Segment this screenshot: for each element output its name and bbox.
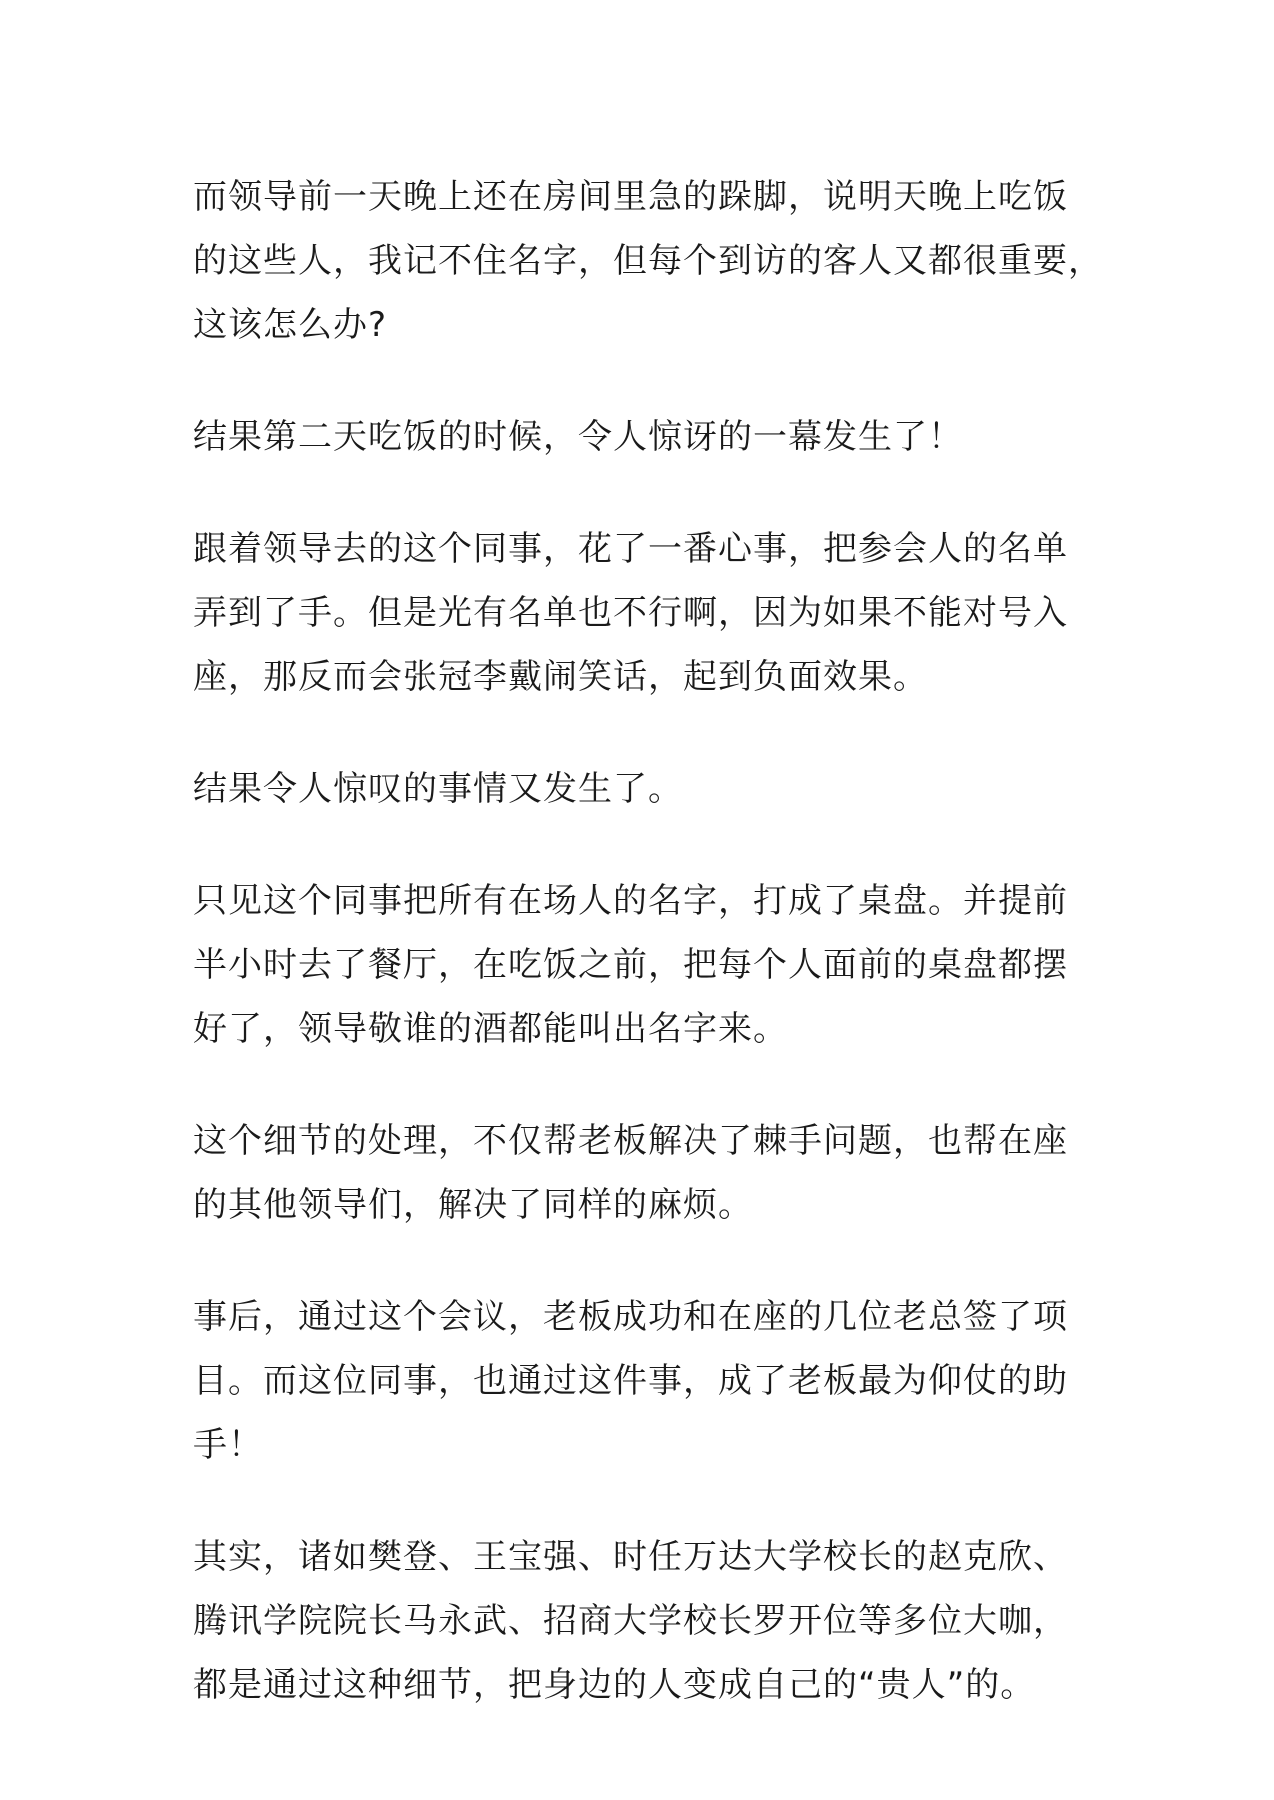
text-line: 弄到了手。但是光有名单也不行啊，因为如果不能对号入 bbox=[193, 593, 1068, 633]
paragraph-3 bbox=[193, 517, 1093, 709]
paragraph-5 bbox=[193, 869, 1093, 1061]
text-line: 而领导前一天晚上还在房间里急的跺脚，说明天晚上吃饭 bbox=[193, 177, 1068, 217]
text-line: 结果第二天吃饭的时候，令人惊讶的一幕发生了！ bbox=[193, 417, 963, 457]
document-body bbox=[193, 165, 1103, 1765]
text-line: 半小时去了餐厅，在吃饭之前，把每个人面前的桌盘都摆 bbox=[193, 945, 1068, 985]
paragraph-6 bbox=[193, 1109, 1093, 1237]
text-line: 的这些人，我记不住名字，但每个到访的客人又都很重要， bbox=[193, 241, 1103, 281]
paragraph-8 bbox=[193, 1525, 1093, 1717]
paragraph-7 bbox=[193, 1285, 1093, 1477]
text-line: 目。而这位同事，也通过这件事，成了老板最为仰仗的助 bbox=[193, 1361, 1068, 1401]
text-line: 结果令人惊叹的事情又发生了。 bbox=[193, 769, 683, 809]
text-line: 只见这个同事把所有在场人的名字，打成了桌盘。并提前 bbox=[193, 881, 1068, 921]
text-line: 手！ bbox=[193, 1425, 263, 1465]
paragraph-4 bbox=[193, 757, 1093, 821]
text-line: 其实，诸如樊登、王宝强、时任万达大学校长的赵克欣、 bbox=[193, 1537, 1068, 1577]
paragraph-2 bbox=[193, 405, 1093, 469]
text-line: 座，那反而会张冠李戴闹笑话，起到负面效果。 bbox=[193, 657, 928, 697]
paragraph-1 bbox=[193, 165, 1103, 357]
text-line: 事后，通过这个会议，老板成功和在座的几位老总签了项 bbox=[193, 1297, 1068, 1337]
text-line: 都是通过这种细节，把身边的人变成自己的“贵人”的。 bbox=[193, 1665, 1036, 1705]
text-line: 的其他领导们，解决了同样的麻烦。 bbox=[193, 1185, 753, 1225]
text-line: 腾讯学院院长马永武、招商大学校长罗开位等多位大咖， bbox=[193, 1601, 1068, 1641]
text-line: 这个细节的处理，不仅帮老板解决了棘手问题，也帮在座 bbox=[193, 1121, 1068, 1161]
text-line: 这该怎么办? bbox=[193, 305, 388, 345]
text-line: 跟着领导去的这个同事，花了一番心事，把参会人的名单 bbox=[193, 529, 1068, 569]
text-line: 好了，领导敬谁的酒都能叫出名字来。 bbox=[193, 1009, 788, 1049]
